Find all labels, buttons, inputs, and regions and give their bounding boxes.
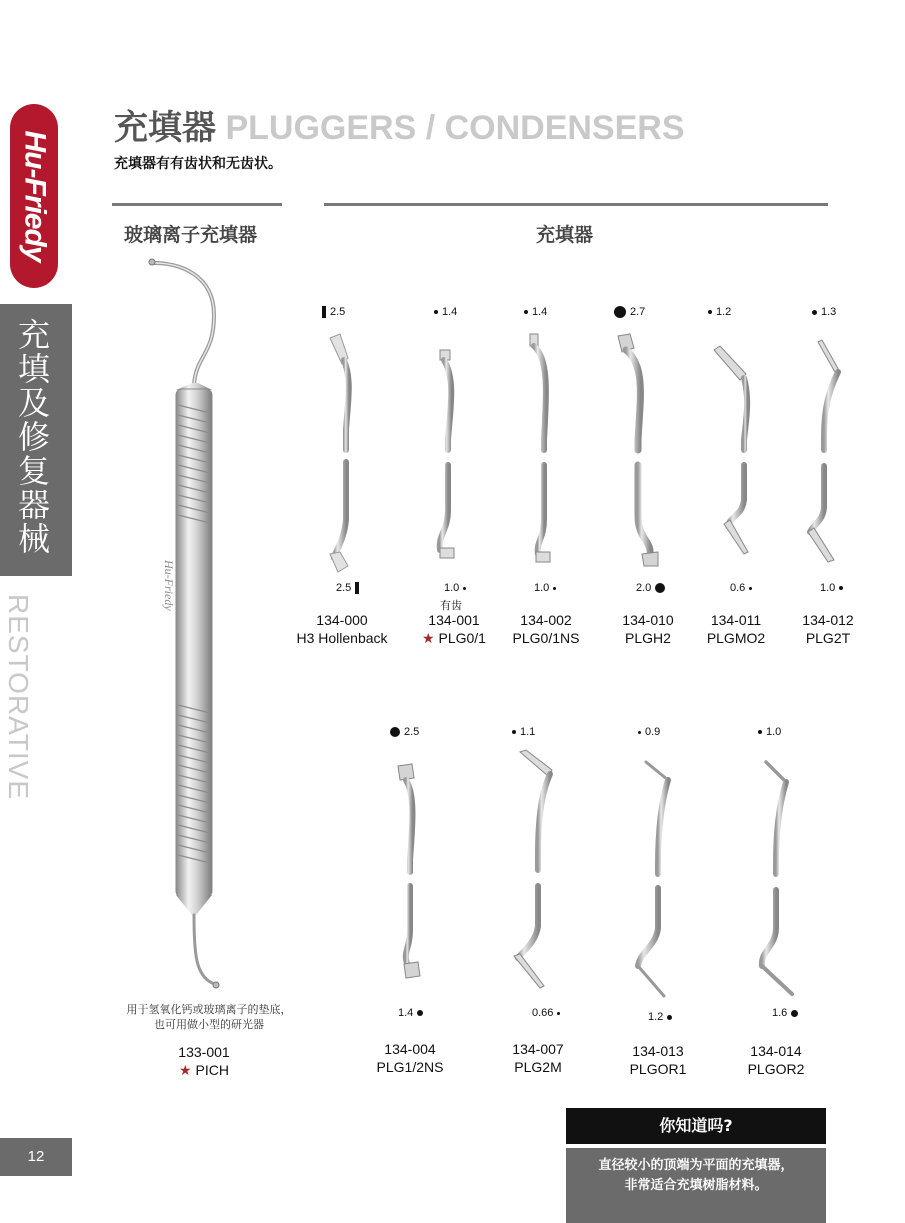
did-you-know-line2: 非常适合充填树脂材料。 [624,1178,768,1193]
star-icon: ★ [179,1062,192,1078]
tip-dot-icon [463,587,466,590]
instrument-code: 134-004 [384,1041,436,1057]
instrument-code: 134-007 [512,1041,564,1057]
tip-dot-icon [557,1012,560,1015]
pich-label [154,1043,254,1079]
instrument-code: 134-012 [802,612,854,628]
page-number: 12 [0,1138,72,1176]
bar-marker-icon [355,582,359,594]
did-you-know-title: 你知道吗? [566,1108,826,1144]
tip-size-bottom: 1.0 [820,582,843,594]
instrument-name: PLG0/1 [438,630,486,646]
instrument-image-134-014 [752,756,812,1002]
tip-size-bottom: 1.6 [772,1007,798,1019]
pich-description [104,1002,314,1032]
page-title-cn: 充填器 [114,108,216,148]
instrument-image-134-004 [388,760,438,990]
did-you-know-line1: 直径较小的顶端为平面的充填器， [598,1158,794,1173]
instrument-image-134-002 [520,330,560,570]
tip-dot-icon [553,587,556,590]
page-subtitle: 充填器有有齿状和无齿状。 [114,156,282,172]
instrument-code: 134-002 [520,612,572,628]
bar-marker-icon [322,306,326,318]
tip-size-bottom: 0.66 [532,1007,560,1019]
star-icon: ★ [422,630,435,646]
tip-size-top: 0.9 [638,726,660,738]
hu-friedy-logo [10,104,58,288]
section-heading-glass-ionomer: 玻璃离子充填器 [124,224,258,246]
instrument-label-134-014 [724,1042,828,1078]
instrument-code: 134-010 [622,612,674,628]
tip-size-top: 2.5 [322,306,345,318]
instrument-label-134-004 [358,1040,462,1076]
instrument-label-134-000 [290,611,394,647]
instrument-image-134-012 [800,336,860,570]
pich-name-row [154,1061,254,1079]
handle-engraving: Hu-Friedy [162,560,176,611]
instrument-label-134-002 [494,611,598,647]
tip-size-bottom: 1.4 [398,1007,423,1019]
tip-dot-icon [758,730,762,734]
tip-dot-icon [614,306,626,318]
side-category-en: RESTORATIVE [3,594,34,801]
instrument-label-134-013 [606,1042,710,1078]
tip-dot-icon [434,310,438,314]
tip-size-top: 2.7 [614,306,645,318]
tip-size-top: 1.0 [758,726,781,738]
instrument-label-134-012 [776,611,880,647]
instrument-name: PLG2T [805,630,851,646]
tip-size-top: 1.4 [524,306,547,318]
instrument-name: PLGMO2 [706,630,766,646]
pich-description-line2: 也可用做小型的研光器 [154,1018,264,1031]
instrument-code: 134-013 [632,1043,684,1059]
serrated-note: 有齿 [440,599,462,612]
instrument-name-row [402,629,506,647]
section-heading-pluggers: 充填器 [536,224,594,246]
page-title [114,100,685,149]
tip-size-top: 1.2 [708,306,731,318]
tip-size-top: 1.1 [512,726,535,738]
instrument-image-134-001 [426,340,466,570]
instrument-label-134-011 [684,611,788,647]
instrument-name: PLG2M [514,1059,562,1075]
instrument-image-134-010 [610,330,660,570]
pich-code: 133-001 [178,1044,230,1060]
tip-dot-icon [667,1015,672,1020]
instrument-name: PLG1/2NS [376,1059,444,1075]
tip-size-bottom: 0.6 [730,582,752,594]
instrument-label-134-001 [402,611,506,647]
tip-dot-icon [390,727,400,737]
tip-dot-icon [839,586,843,590]
tip-dot-icon [655,583,665,593]
instrument-code: 134-001 [428,612,480,628]
instrument-name: PLG0/1NS [512,630,580,646]
pich-instrument-image [140,255,250,995]
instrument-name: PLGOR2 [747,1061,805,1077]
pich-description-line1: 用于氢氧化钙或玻璃离子的垫底， [126,1003,292,1016]
page-title-en: PLUGGERS / CONDENSERS [225,109,685,147]
instrument-image-134-007 [504,746,564,996]
tip-dot-icon [417,1010,423,1016]
tip-size-bottom: 1.2 [648,1011,672,1023]
did-you-know-body [566,1148,826,1223]
tip-dot-icon [791,1010,798,1017]
tip-dot-icon [812,310,817,315]
instrument-image-134-013 [624,756,684,1002]
tip-dot-icon [512,730,516,734]
pich-name: PICH [195,1062,229,1078]
instrument-image-134-000 [318,330,368,580]
tip-size-bottom: 1.0 [534,582,556,594]
instrument-code: 134-014 [750,1043,802,1059]
tip-dot-icon [708,310,712,314]
instrument-image-134-011 [706,340,766,570]
tip-size-bottom: 2.0 [636,582,665,594]
instrument-name: PLGH2 [625,630,671,646]
instrument-code: 134-000 [316,612,368,628]
tip-size-top: 1.4 [434,306,457,318]
tip-size-top: 2.5 [390,726,419,738]
instrument-name: PLGOR1 [629,1061,687,1077]
side-category-cn: 充填及修复器械 [17,316,50,558]
instrument-label-134-007 [486,1040,590,1076]
tip-dot-icon [749,587,752,590]
tip-size-bottom: 2.5 [336,582,359,594]
tip-size-bottom: 1.0 [444,582,466,594]
tip-dot-icon [638,731,641,734]
logo-text: Hu-Friedy [18,130,52,262]
right-section-rule [324,203,828,206]
left-section-rule [112,203,282,206]
instrument-name: H3 Hollenback [296,630,388,646]
tip-dot-icon [524,310,528,314]
tip-size-top: 1.3 [812,306,836,318]
instrument-code: 134-011 [710,612,762,628]
side-category-en-wrap [3,594,54,824]
